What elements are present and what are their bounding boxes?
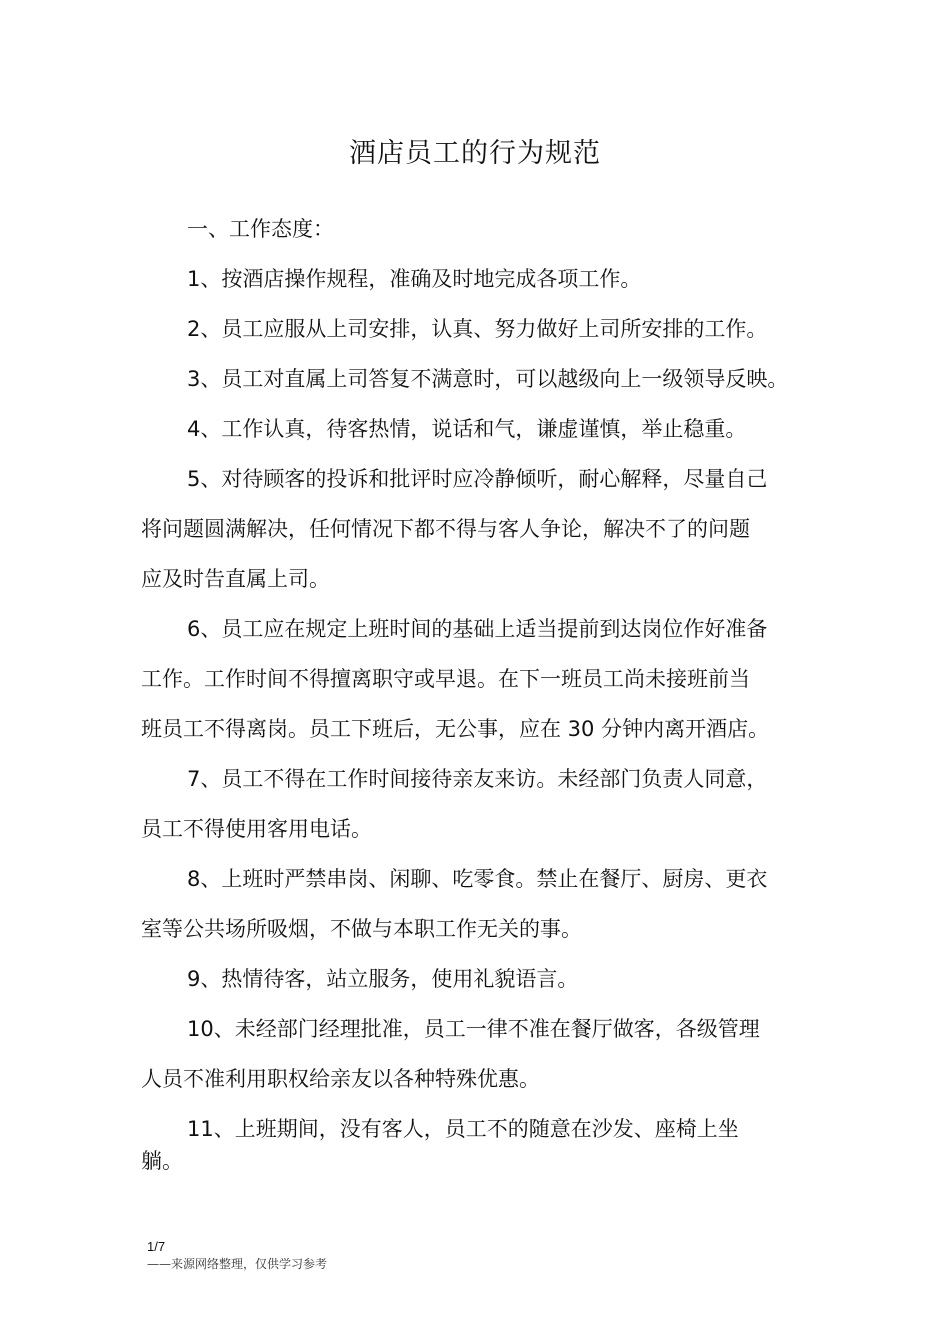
document-title: 酒店员工的行为规范 <box>349 138 601 169</box>
source-note: ——来源网络整理，仅供学习参考 <box>147 1257 328 1271</box>
paragraph-line: 5、对待顾客的投诉和批评时应冷静倾听，耐心解释，尽量自己 <box>187 467 768 491</box>
paragraph-line: 7、员工不得在工作时间接待亲友来访。未经部门负责人同意， <box>187 767 768 791</box>
paragraph-line: 4、工作认真，待客热情，说话和气，谦虚谨慎，举止稳重。 <box>187 417 747 441</box>
paragraph-line: 班员工不得离岗。员工下班后，无公事，应在 30 分钟内离开酒店。 <box>141 717 770 741</box>
section-heading: 一、工作态度： <box>187 217 334 241</box>
paragraph-line: 2、员工应服从上司安排，认真、努力做好上司所安排的工作。 <box>187 317 768 341</box>
paragraph-line: 躺。 <box>141 1149 183 1173</box>
paragraph-line: 将问题圆满解决，任何情况下都不得与客人争论，解决不了的问题 <box>141 517 750 541</box>
paragraph-line: 室等公共场所吸烟，不做与本职工作无关的事。 <box>141 917 582 941</box>
paragraph-line: 应及时告直属上司。 <box>141 567 330 591</box>
paragraph-line: 9、热情待客，站立服务，使用礼貌语言。 <box>187 967 579 991</box>
paragraph-line: 1、按酒店操作规程，准确及时地完成各项工作。 <box>187 267 642 291</box>
paragraph-line: 10、未经部门经理批准，员工一律不准在餐厅做客，各级管理 <box>187 1017 760 1041</box>
paragraph-line: 11、上班期间，没有客人，员工不的随意在沙发、座椅上坐 <box>187 1117 739 1141</box>
paragraph-line: 人员不准利用职权给亲友以各种特殊优惠。 <box>141 1067 540 1091</box>
paragraph-line: 3、员工对直属上司答复不满意时，可以越级向上一级领导反映。 <box>187 367 789 391</box>
paragraph-line: 工作。工作时间不得擅离职守或早退。在下一班员工尚未接班前当 <box>141 667 750 691</box>
paragraph-line: 8、上班时严禁串岗、闲聊、吃零食。禁止在餐厅、厨房、更衣 <box>187 867 768 891</box>
page-number: 1/7 <box>147 1239 166 1254</box>
paragraph-line: 6、员工应在规定上班时间的基础上适当提前到达岗位作好准备 <box>187 617 768 641</box>
paragraph-line: 员工不得使用客用电话。 <box>141 817 372 841</box>
